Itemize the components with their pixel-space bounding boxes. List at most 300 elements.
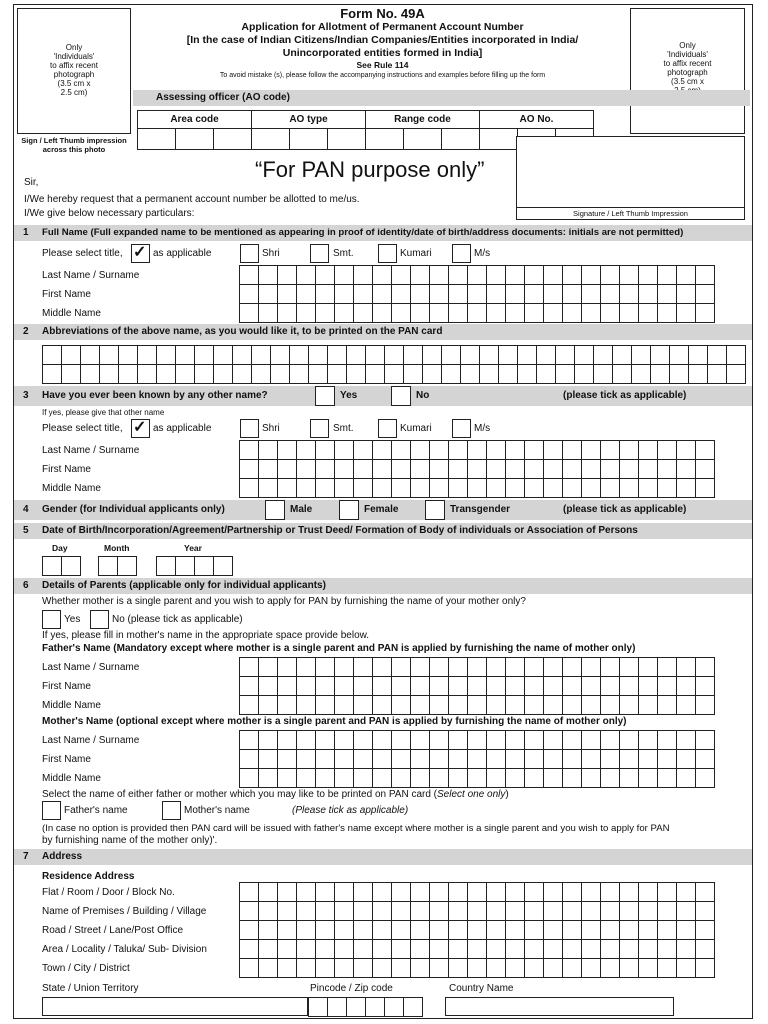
char-box[interactable] <box>620 285 639 304</box>
char-box[interactable] <box>449 750 468 769</box>
char-box[interactable] <box>411 285 430 304</box>
char-box[interactable] <box>354 304 373 323</box>
char-box[interactable] <box>240 883 259 902</box>
char-box[interactable] <box>195 557 214 576</box>
char-box[interactable] <box>544 266 563 285</box>
char-box[interactable] <box>430 750 449 769</box>
char-box[interactable] <box>620 902 639 921</box>
char-box[interactable] <box>392 959 411 978</box>
char-box[interactable] <box>252 346 271 365</box>
char-box[interactable] <box>658 731 677 750</box>
title-smt-checkbox[interactable] <box>310 419 329 438</box>
ao-cell[interactable] <box>252 129 290 150</box>
char-box[interactable] <box>392 750 411 769</box>
char-box[interactable] <box>278 304 297 323</box>
char-box[interactable] <box>240 658 259 677</box>
title-ms-checkbox[interactable] <box>452 244 471 263</box>
char-box[interactable] <box>639 883 658 902</box>
char-box[interactable] <box>240 731 259 750</box>
char-box[interactable] <box>373 441 392 460</box>
char-box[interactable] <box>278 921 297 940</box>
char-box[interactable] <box>601 304 620 323</box>
char-box[interactable] <box>240 460 259 479</box>
char-box[interactable] <box>677 921 696 940</box>
char-box[interactable] <box>499 365 518 384</box>
char-box[interactable] <box>677 731 696 750</box>
char-box[interactable] <box>392 677 411 696</box>
char-box[interactable] <box>354 460 373 479</box>
char-box[interactable] <box>316 441 335 460</box>
char-box[interactable] <box>575 365 594 384</box>
char-box[interactable] <box>620 696 639 715</box>
char-box[interactable] <box>62 557 81 576</box>
char-box[interactable] <box>499 346 518 365</box>
char-box[interactable] <box>335 696 354 715</box>
char-box[interactable] <box>696 940 715 959</box>
char-box[interactable] <box>658 921 677 940</box>
char-box[interactable] <box>468 902 487 921</box>
char-box[interactable] <box>157 365 176 384</box>
char-box[interactable] <box>354 266 373 285</box>
char-box[interactable] <box>392 285 411 304</box>
residence-address-grid[interactable] <box>239 882 715 978</box>
char-box[interactable] <box>525 304 544 323</box>
char-box[interactable] <box>278 696 297 715</box>
char-box[interactable] <box>392 769 411 788</box>
char-box[interactable] <box>449 696 468 715</box>
char-box[interactable] <box>176 557 195 576</box>
char-box[interactable] <box>696 658 715 677</box>
char-box[interactable] <box>449 769 468 788</box>
mother-name-grid[interactable] <box>239 730 715 788</box>
char-box[interactable] <box>582 750 601 769</box>
char-box[interactable] <box>259 441 278 460</box>
char-box[interactable] <box>240 441 259 460</box>
char-box[interactable] <box>335 479 354 498</box>
char-box[interactable] <box>639 479 658 498</box>
full-name-grid[interactable] <box>239 265 715 323</box>
char-box[interactable] <box>411 750 430 769</box>
dob-year-grid[interactable] <box>156 556 233 576</box>
char-box[interactable] <box>582 696 601 715</box>
char-box[interactable] <box>43 557 62 576</box>
char-box[interactable] <box>373 750 392 769</box>
char-box[interactable] <box>411 460 430 479</box>
char-box[interactable] <box>354 750 373 769</box>
char-box[interactable] <box>658 769 677 788</box>
char-box[interactable] <box>354 658 373 677</box>
char-box[interactable] <box>259 769 278 788</box>
char-box[interactable] <box>430 921 449 940</box>
char-box[interactable] <box>271 346 290 365</box>
char-box[interactable] <box>727 346 746 365</box>
char-box[interactable] <box>506 266 525 285</box>
char-box[interactable] <box>708 365 727 384</box>
char-box[interactable] <box>639 940 658 959</box>
char-box[interactable] <box>506 677 525 696</box>
char-box[interactable] <box>696 696 715 715</box>
char-box[interactable] <box>544 285 563 304</box>
char-box[interactable] <box>708 346 727 365</box>
char-box[interactable] <box>556 365 575 384</box>
char-box[interactable] <box>525 921 544 940</box>
char-box[interactable] <box>366 346 385 365</box>
char-box[interactable] <box>373 696 392 715</box>
char-box[interactable] <box>259 696 278 715</box>
char-box[interactable] <box>620 266 639 285</box>
char-box[interactable] <box>696 304 715 323</box>
title-ms-checkbox[interactable] <box>452 419 471 438</box>
char-box[interactable] <box>430 266 449 285</box>
char-box[interactable] <box>613 365 632 384</box>
char-box[interactable] <box>658 304 677 323</box>
char-box[interactable] <box>677 658 696 677</box>
char-box[interactable] <box>487 266 506 285</box>
char-box[interactable] <box>525 750 544 769</box>
gender-male-checkbox[interactable] <box>265 500 285 520</box>
char-box[interactable] <box>582 940 601 959</box>
char-box[interactable] <box>449 285 468 304</box>
char-box[interactable] <box>544 304 563 323</box>
char-box[interactable] <box>506 769 525 788</box>
char-box[interactable] <box>43 346 62 365</box>
country-input[interactable] <box>445 997 674 1016</box>
char-box[interactable] <box>335 902 354 921</box>
char-box[interactable] <box>449 677 468 696</box>
char-box[interactable] <box>297 266 316 285</box>
state-input[interactable] <box>42 997 308 1016</box>
char-box[interactable] <box>563 731 582 750</box>
char-box[interactable] <box>354 677 373 696</box>
char-box[interactable] <box>373 731 392 750</box>
char-box[interactable] <box>639 750 658 769</box>
char-box[interactable] <box>620 750 639 769</box>
char-box[interactable] <box>480 346 499 365</box>
char-box[interactable] <box>297 658 316 677</box>
char-box[interactable] <box>658 677 677 696</box>
char-box[interactable] <box>468 959 487 978</box>
char-box[interactable] <box>525 883 544 902</box>
father-name-grid[interactable] <box>239 657 715 715</box>
ao-cell[interactable] <box>366 129 404 150</box>
char-box[interactable] <box>259 658 278 677</box>
char-box[interactable] <box>373 769 392 788</box>
char-box[interactable] <box>563 883 582 902</box>
char-box[interactable] <box>259 266 278 285</box>
char-box[interactable] <box>696 285 715 304</box>
char-box[interactable] <box>373 959 392 978</box>
char-box[interactable] <box>335 750 354 769</box>
char-box[interactable] <box>392 266 411 285</box>
char-box[interactable] <box>639 696 658 715</box>
char-box[interactable] <box>563 304 582 323</box>
char-box[interactable] <box>582 304 601 323</box>
char-box[interactable] <box>449 460 468 479</box>
char-box[interactable] <box>430 285 449 304</box>
char-box[interactable] <box>335 940 354 959</box>
char-box[interactable] <box>506 658 525 677</box>
char-box[interactable] <box>468 441 487 460</box>
char-box[interactable] <box>658 959 677 978</box>
char-box[interactable] <box>240 921 259 940</box>
char-box[interactable] <box>411 677 430 696</box>
char-box[interactable] <box>582 441 601 460</box>
char-box[interactable] <box>430 731 449 750</box>
title-smt-checkbox[interactable] <box>310 244 329 263</box>
char-box[interactable] <box>582 460 601 479</box>
char-box[interactable] <box>316 731 335 750</box>
char-box[interactable] <box>563 696 582 715</box>
char-box[interactable] <box>563 769 582 788</box>
char-box[interactable] <box>354 883 373 902</box>
char-box[interactable] <box>373 304 392 323</box>
char-box[interactable] <box>563 266 582 285</box>
char-box[interactable] <box>335 441 354 460</box>
char-box[interactable] <box>316 769 335 788</box>
char-box[interactable] <box>278 731 297 750</box>
char-box[interactable] <box>411 921 430 940</box>
char-box[interactable] <box>506 285 525 304</box>
char-box[interactable] <box>316 902 335 921</box>
char-box[interactable] <box>430 304 449 323</box>
char-box[interactable] <box>430 441 449 460</box>
char-box[interactable] <box>632 346 651 365</box>
char-box[interactable] <box>309 365 328 384</box>
char-box[interactable] <box>297 460 316 479</box>
char-box[interactable] <box>658 696 677 715</box>
char-box[interactable] <box>297 921 316 940</box>
char-box[interactable] <box>157 557 176 576</box>
char-box[interactable] <box>556 346 575 365</box>
char-box[interactable] <box>582 731 601 750</box>
char-box[interactable] <box>677 460 696 479</box>
char-box[interactable] <box>582 658 601 677</box>
char-box[interactable] <box>423 365 442 384</box>
char-box[interactable] <box>544 921 563 940</box>
char-box[interactable] <box>297 750 316 769</box>
char-box[interactable] <box>195 365 214 384</box>
other-name-grid[interactable] <box>239 440 715 498</box>
char-box[interactable] <box>696 479 715 498</box>
char-box[interactable] <box>544 959 563 978</box>
ao-cell[interactable] <box>290 129 328 150</box>
char-box[interactable] <box>278 769 297 788</box>
char-box[interactable] <box>385 365 404 384</box>
char-box[interactable] <box>309 998 328 1017</box>
char-box[interactable] <box>620 883 639 902</box>
char-box[interactable] <box>449 479 468 498</box>
char-box[interactable] <box>582 769 601 788</box>
char-box[interactable] <box>373 677 392 696</box>
char-box[interactable] <box>240 479 259 498</box>
char-box[interactable] <box>316 696 335 715</box>
char-box[interactable] <box>316 959 335 978</box>
char-box[interactable] <box>259 750 278 769</box>
char-box[interactable] <box>670 346 689 365</box>
char-box[interactable] <box>411 658 430 677</box>
char-box[interactable] <box>442 365 461 384</box>
char-box[interactable] <box>214 365 233 384</box>
char-box[interactable] <box>525 658 544 677</box>
char-box[interactable] <box>575 346 594 365</box>
char-box[interactable] <box>392 902 411 921</box>
char-box[interactable] <box>563 677 582 696</box>
char-box[interactable] <box>404 365 423 384</box>
char-box[interactable] <box>563 959 582 978</box>
char-box[interactable] <box>639 658 658 677</box>
char-box[interactable] <box>601 677 620 696</box>
char-box[interactable] <box>639 304 658 323</box>
char-box[interactable] <box>677 769 696 788</box>
char-box[interactable] <box>354 285 373 304</box>
gender-female-checkbox[interactable] <box>339 500 359 520</box>
char-box[interactable] <box>525 285 544 304</box>
title-shri-checkbox[interactable] <box>240 244 259 263</box>
char-box[interactable] <box>373 658 392 677</box>
char-box[interactable] <box>601 750 620 769</box>
char-box[interactable] <box>411 266 430 285</box>
char-box[interactable] <box>62 346 81 365</box>
char-box[interactable] <box>506 304 525 323</box>
char-box[interactable] <box>639 285 658 304</box>
char-box[interactable] <box>240 266 259 285</box>
char-box[interactable] <box>582 921 601 940</box>
char-box[interactable] <box>487 696 506 715</box>
char-box[interactable] <box>601 285 620 304</box>
char-box[interactable] <box>696 769 715 788</box>
char-box[interactable] <box>316 266 335 285</box>
title-kumari-checkbox[interactable] <box>378 244 397 263</box>
char-box[interactable] <box>468 285 487 304</box>
char-box[interactable] <box>373 479 392 498</box>
char-box[interactable] <box>696 883 715 902</box>
char-box[interactable] <box>677 677 696 696</box>
char-box[interactable] <box>392 441 411 460</box>
char-box[interactable] <box>316 677 335 696</box>
char-box[interactable] <box>347 346 366 365</box>
char-box[interactable] <box>677 750 696 769</box>
char-box[interactable] <box>487 304 506 323</box>
char-box[interactable] <box>563 285 582 304</box>
char-box[interactable] <box>430 769 449 788</box>
char-box[interactable] <box>449 902 468 921</box>
char-box[interactable] <box>335 769 354 788</box>
char-box[interactable] <box>544 750 563 769</box>
char-box[interactable] <box>487 441 506 460</box>
char-box[interactable] <box>411 696 430 715</box>
char-box[interactable] <box>696 677 715 696</box>
char-box[interactable] <box>601 921 620 940</box>
char-box[interactable] <box>639 769 658 788</box>
char-box[interactable] <box>468 921 487 940</box>
char-box[interactable] <box>240 285 259 304</box>
char-box[interactable] <box>563 902 582 921</box>
char-box[interactable] <box>259 902 278 921</box>
char-box[interactable] <box>620 921 639 940</box>
char-box[interactable] <box>278 479 297 498</box>
char-box[interactable] <box>639 266 658 285</box>
char-box[interactable] <box>290 365 309 384</box>
gender-transgender-checkbox[interactable] <box>425 500 445 520</box>
char-box[interactable] <box>385 346 404 365</box>
char-box[interactable] <box>468 677 487 696</box>
char-box[interactable] <box>677 304 696 323</box>
char-box[interactable] <box>81 365 100 384</box>
char-box[interactable] <box>297 959 316 978</box>
char-box[interactable] <box>487 479 506 498</box>
char-box[interactable] <box>620 940 639 959</box>
char-box[interactable] <box>259 921 278 940</box>
char-box[interactable] <box>278 441 297 460</box>
dob-day-grid[interactable] <box>42 556 81 576</box>
char-box[interactable] <box>468 304 487 323</box>
title-kumari-checkbox[interactable] <box>378 419 397 438</box>
char-box[interactable] <box>658 266 677 285</box>
char-box[interactable] <box>354 731 373 750</box>
char-box[interactable] <box>487 883 506 902</box>
char-box[interactable] <box>537 346 556 365</box>
char-box[interactable] <box>620 677 639 696</box>
char-box[interactable] <box>335 266 354 285</box>
char-box[interactable] <box>620 959 639 978</box>
char-box[interactable] <box>601 658 620 677</box>
char-box[interactable] <box>252 365 271 384</box>
char-box[interactable] <box>544 883 563 902</box>
char-box[interactable] <box>449 304 468 323</box>
char-box[interactable] <box>677 940 696 959</box>
char-box[interactable] <box>233 365 252 384</box>
char-box[interactable] <box>316 304 335 323</box>
char-box[interactable] <box>449 731 468 750</box>
char-box[interactable] <box>563 441 582 460</box>
char-box[interactable] <box>411 959 430 978</box>
char-box[interactable] <box>544 460 563 479</box>
char-box[interactable] <box>392 921 411 940</box>
char-box[interactable] <box>727 365 746 384</box>
char-box[interactable] <box>392 696 411 715</box>
char-box[interactable] <box>544 940 563 959</box>
char-box[interactable] <box>544 769 563 788</box>
char-box[interactable] <box>506 883 525 902</box>
char-box[interactable] <box>639 921 658 940</box>
char-box[interactable] <box>430 658 449 677</box>
char-box[interactable] <box>506 959 525 978</box>
char-box[interactable] <box>278 750 297 769</box>
char-box[interactable] <box>354 769 373 788</box>
char-box[interactable] <box>259 460 278 479</box>
char-box[interactable] <box>677 266 696 285</box>
char-box[interactable] <box>677 441 696 460</box>
char-box[interactable] <box>677 902 696 921</box>
char-box[interactable] <box>468 479 487 498</box>
char-box[interactable] <box>100 346 119 365</box>
char-box[interactable] <box>335 959 354 978</box>
char-box[interactable] <box>651 365 670 384</box>
char-box[interactable] <box>506 750 525 769</box>
char-box[interactable] <box>468 696 487 715</box>
char-box[interactable] <box>316 658 335 677</box>
char-box[interactable] <box>138 365 157 384</box>
ao-cell[interactable] <box>480 129 518 150</box>
char-box[interactable] <box>259 959 278 978</box>
char-box[interactable] <box>525 460 544 479</box>
char-box[interactable] <box>259 677 278 696</box>
char-box[interactable] <box>639 731 658 750</box>
char-box[interactable] <box>278 883 297 902</box>
char-box[interactable] <box>240 959 259 978</box>
char-box[interactable] <box>468 940 487 959</box>
char-box[interactable] <box>461 346 480 365</box>
